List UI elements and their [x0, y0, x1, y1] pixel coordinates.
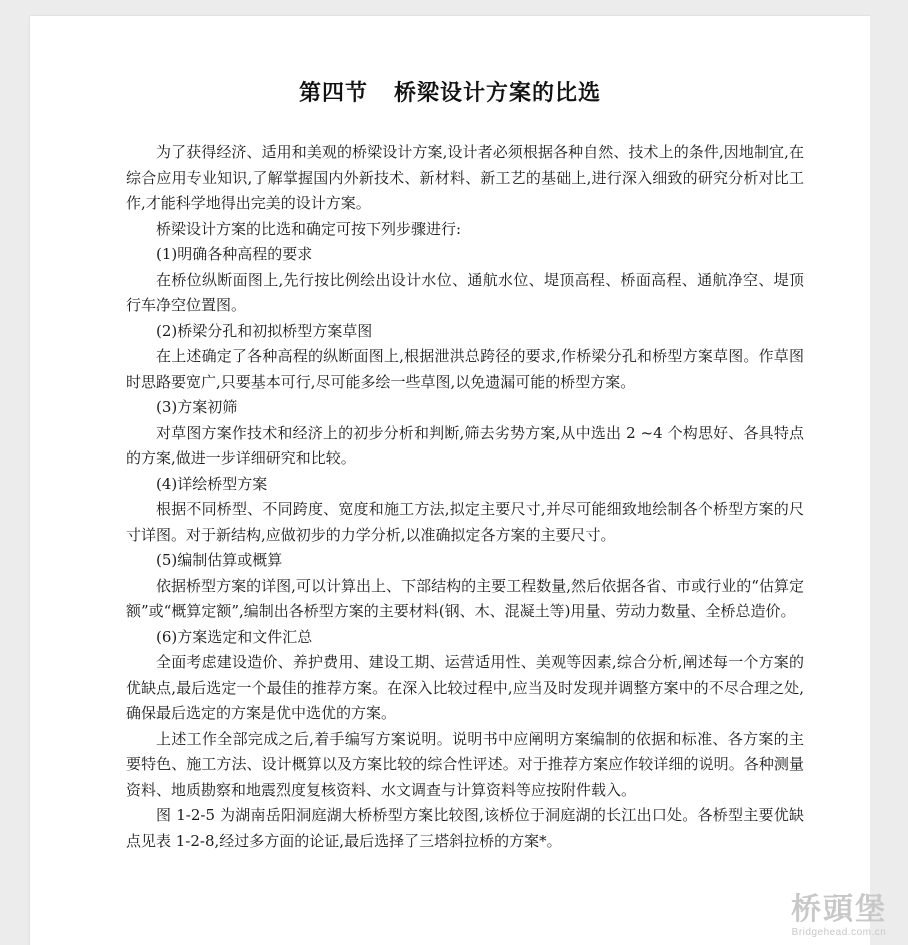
document-page [30, 16, 870, 945]
paragraph: 图 1-2-5 为湖南岳阳洞庭湖大桥桥型方案比较图,该桥位于洞庭湖的长江出口处。各桥型主要优缺点见表 1-2-8,经过多方面的论证,最后选择了三塔斜拉桥的方案*。 [126, 806, 804, 850]
section-heading: 桥梁设计方案的比选 [394, 80, 602, 106]
paragraph: 在桥位纵断面图上,先行按比例绘出设计水位、通航水位、堤顶高程、桥面高程、通航净空、堤顶行车净空位置图。 [126, 270, 804, 314]
section-number: 第四节 [298, 80, 368, 106]
paragraph: 根据不同桥型、不同跨度、宽度和施工方法,拟定主要尺寸,并尽可能细致地绘制各个桥型方案的尺寸详图。对于新结构,应做初步的力学分析,以准确拟定各方案的主要尺寸。 [126, 500, 804, 544]
step-heading: (4)详绘桥型方案 [156, 474, 268, 493]
paragraph: 全面考虑建设造价、养护费用、建设工期、运营适用性、美观等因素,综合分析,阐述每一个方案的优缺点,最后选定一个最佳的推荐方案。在深入比较过程中,应当及时发现并调整方案中的不尽合理之处,确保最后选定的方案是优中选优的方案。 [126, 653, 804, 722]
watermark-logo [784, 893, 894, 939]
paragraph: 上述工作全部完成之后,着手编写方案说明。说明书中应阐明方案编制的依据和标准、各方案的主要特色、施工方法、设计概算以及方案比较的综合性评述。对于推荐方案应作较详细的说明。各种测量资料、地质勘察和地震烈度复核资料、水文调查与计算资料等应按附件载入。 [126, 729, 804, 799]
step-heading: (2)桥梁分孔和初拟桥型方案草图 [156, 321, 373, 340]
step-heading: (5)编制估算或概算 [156, 551, 283, 569]
viewer-margin [870, 0, 908, 945]
paragraph: 对草图方案作技术和经济上的初步分析和判断,筛去劣势方案,从中选出 2 ~4 个构思好、各具特点的方案,做进一步详细研究和比较。 [126, 423, 804, 467]
watermark-en: Bridgehead.com.cn [791, 927, 887, 938]
paragraph: 桥梁设计方案的比选和确定可按下列步骤进行: [156, 219, 462, 238]
watermark-cn: 桥頭堡 [791, 892, 887, 927]
section-title [30, 76, 870, 107]
paragraph: 在上述确定了各种高程的纵断面图上,根据泄洪总跨径的要求,作桥梁分孔和桥型方案草图。作草图时思路要宽广,只要基本可行,尽可能多绘一些草图,以免遗漏可能的桥型方案。 [126, 347, 804, 391]
step-heading: (3)方案初筛 [156, 398, 238, 416]
step-heading: (6)方案选定和文件汇总 [156, 627, 313, 646]
body-text [126, 140, 804, 854]
step-heading: (1)明确各种高程的要求 [156, 245, 313, 263]
paragraph: 依据桥型方案的详图,可以计算出上、下部结构的主要工程数量,然后依据各省、市或行业的“估算定额”或“概算定额”,编制出各桥型方案的主要材料(钢、木、混凝土等)用量、劳动力数量、全桥总造价。 [126, 576, 804, 620]
paragraph: 为了获得经济、适用和美观的桥梁设计方案,设计者必须根据各种自然、技术上的条件,因地制宜,在综合应用专业知识,了解掌握国内外新技术、新材料、新工艺的基础上,进行深入细致的研究分析对比工作,才能科学地得出完美的设计方案。 [126, 143, 804, 212]
